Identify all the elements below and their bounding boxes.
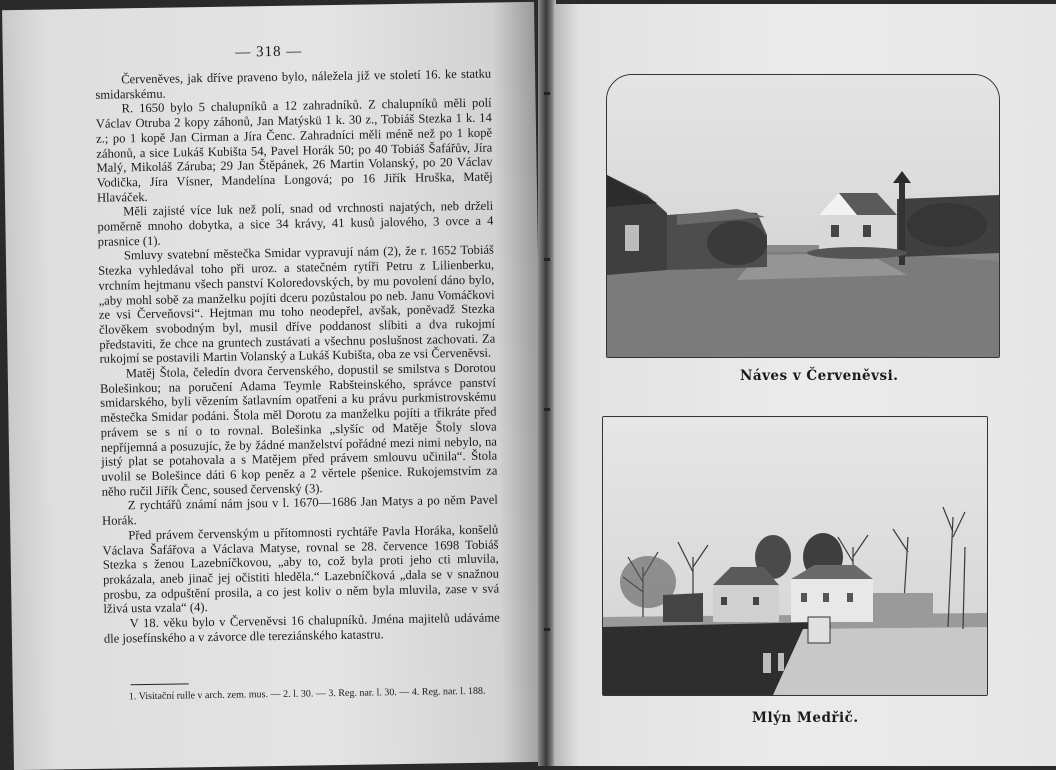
page-number: — 318 — bbox=[235, 43, 303, 61]
paragraph: Matěj Štola, čeledín dvora červenského, dopustil se smilstva s Dorotou Bolešinkou; na poručení Adama Teymle Rabšteinského, správce panství smidarského, byli vězením šatlavním opatřeni a ku právu purkmistrovskému městečka Smidar podáni. Štola měl Dorotu za manželku pojíti a třikráte před právem se s ní o to rovnal. Bolešinka „slyšíc od Matěje Štoly slova nepříjemná a posuzujíc, že by žádné manželství pořádné mezi nimi nebylo, na jistý plat se potahovala a s Matějem před právem smlouvu učinila“. Štola uvolil se Bolešince dáti 6 kop peněz a 2 věrtele pšenice. Rukojemstvím za něho ručil Jiřík Čenc, soused červenský (3). bbox=[99, 360, 498, 499]
paragraph: Měli zajisté více luk než polí, snad od vrchnosti najatých, neb drželi poměrně mnoho dobytka, a sice 34 krávy, 41 kusů jalového, 3 ovce a 4 prasnice (1). bbox=[97, 198, 494, 249]
footnote-rule bbox=[131, 683, 189, 685]
paragraph: Červeněves, jak dříve praveno bylo, náležela již ve století 16. ke statku smidarskému. bbox=[95, 66, 492, 102]
binding-stitch bbox=[544, 258, 550, 261]
left-page bbox=[2, 2, 546, 770]
body-text bbox=[95, 67, 500, 647]
paragraph: V 18. věku bylo v Červeněvsi 16 chalupníků. Jména majitelů udáváme dle josefínského a v závorce dle tereziánského katastru. bbox=[103, 610, 500, 646]
binding-stitch bbox=[544, 92, 550, 95]
photo-mill bbox=[602, 416, 988, 696]
photo-village-green bbox=[606, 74, 1000, 358]
photo-caption: Náves v Červeněvsi. bbox=[740, 368, 899, 384]
binding-stitch bbox=[544, 628, 550, 631]
paragraph: Smluvy svatební městečka Smidar vypravují nám (2), že r. 1652 Tobiáš Stezka vyhledával toho při uroz. a statečném rytíři Petru z Lilienberku, vrchním hejtmanu všech panství Koloredovských, by mu povolení dáno bylo, „aby mohl sobě za manželku pojíti dceru pozůstalou po neb. Janu Vomáčkovi ze vsi Červeňovsi“. Hejtman mu toho neodepřel, avšak, poněvadž Stezka člověkem svobodným byl, musil dříve poddanost slíbiti a dva rukojmí představiti, že chce na gruntech zustávati a všechnu poslušnost zachovati. Za rukojmí se postavili Martin Volanský a Lukáš Kubišta, oba ze vsi Červeněvsi. bbox=[98, 242, 496, 367]
footnotes bbox=[99, 686, 499, 704]
right-page bbox=[554, 4, 1056, 766]
paragraph: R. 1650 bylo 5 chalupníků a 12 zahradníků. Z chalupníků měli polí Václav Otruba 2 kopy záhonů, Jan Matýskü 1 k. 30 z., Tobiáš Stezka 1 k. 14 z.; po 1 kopě Jan Cirman a Jíra Čenc. Zahradníci měli méně než po 1 kopě záhonů, a sice Lukáš Kubišta 54, Pavel Horák 50; po 40 Tobiáš Šafářův, Jíra Malý, Mikoláš Záruba; 29 Jan Štěpánek, 26 Martin Volanský, po 20 Václav Vodička, Jíra Vísner, Mandelína Longová; po 16 Jiřík Hruška, Matěj Hlaváček. bbox=[95, 95, 493, 205]
photo-caption: Mlýn Medřič. bbox=[752, 710, 859, 726]
paragraph: Před právem červenským u přítomnosti rychtáře Pavla Horáka, konšelů Václava Šafářova a Václava Matyse, rovnal se 28. července 1698 Tobiáš Stezka s ženou Lazebníčkovou, „aby to, což byla proti jeho cti mluvila, prokázala, aneb jinač jej očistiti hleděla.“ Lazebníčková „dala se v snažnou prosbu, za odpuštění prosila, a co jest koliv o něm byla mluvila, zase v svá lživá usta vzala“ (4). bbox=[102, 522, 500, 617]
footnote: 1. Visitační rulle v arch. zem. mus. — 2. l. 30. — 3. Reg. nar. l. 30. — 4. Reg. nar. l. 188. bbox=[128, 685, 486, 703]
paragraph: Z rychtářů známí nám jsou v l. 1670—1686 Jan Matys a po něm Pavel Horák. bbox=[101, 492, 498, 528]
binding-stitch bbox=[544, 408, 550, 411]
